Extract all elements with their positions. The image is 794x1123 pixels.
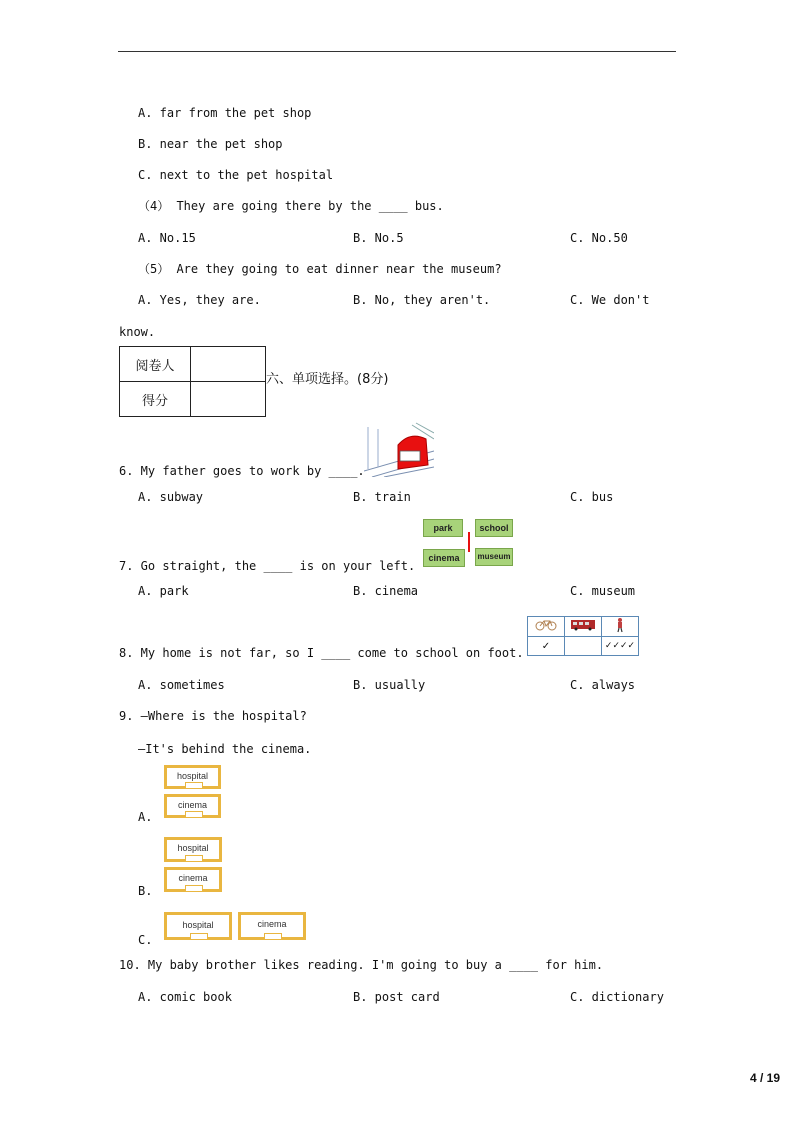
option-c-cinema-label: cinema — [238, 912, 306, 940]
q10-option-a: A. comic book — [138, 990, 232, 1004]
train-icon — [364, 421, 434, 477]
score-cell[interactable] — [191, 382, 266, 417]
walk-mark: ✓✓✓✓ — [602, 637, 639, 656]
q5-option-c: C. We don't — [570, 293, 650, 307]
q9-option-a: A. — [138, 810, 153, 824]
q7-stem: 7. Go straight, the ____ is on your left. — [119, 559, 416, 573]
q10-stem: 10. My baby brother likes reading. I'm going to buy a ____ for him. — [119, 958, 604, 972]
map-label-school: school — [475, 519, 513, 537]
bus-mark — [565, 637, 602, 656]
q4-option-c: C. No.50 — [570, 231, 628, 245]
q3-option-a: A. far from the pet shop — [138, 106, 312, 120]
bus-icon — [565, 617, 602, 637]
q6-option-a: A. subway — [138, 490, 204, 504]
walking-person-icon — [602, 617, 639, 637]
option-c-hospital-label: hospital — [164, 912, 232, 940]
map-road-line — [468, 532, 470, 552]
map-label-park: park — [423, 519, 463, 537]
q7-option-c: C. museum — [570, 584, 636, 598]
q8-option-c: C. always — [570, 678, 636, 692]
q9-option-c: C. — [138, 933, 153, 947]
q7-option-b: B. cinema — [353, 584, 419, 598]
q9-stem: 9. —Where is the hospital? — [119, 709, 307, 723]
option-a-cinema-label: cinema — [164, 794, 221, 818]
q8-option-b: B. usually — [353, 678, 426, 692]
q4-option-b: B. No.5 — [353, 231, 404, 245]
map-label-cinema: cinema — [423, 549, 465, 567]
q10-option-b: B. post card — [353, 990, 440, 1004]
q5-option-c-wrap: know. — [119, 325, 156, 339]
q5-stem: （5） Are they going to eat dinner near the museum? — [138, 262, 502, 276]
q5-option-b: B. No, they aren't. — [353, 293, 491, 307]
bicycle-mark: ✓ — [528, 637, 565, 656]
q8-stem: 8. My home is not far, so I ____ come to school on foot. — [119, 646, 524, 660]
q4-option-a: A. No.15 — [138, 231, 196, 245]
option-a-hospital-label: hospital — [164, 765, 221, 789]
q3-option-b: B. near the pet shop — [138, 137, 283, 151]
score-label: 得分 — [120, 382, 191, 417]
q9-answer: —It's behind the cinema. — [138, 742, 312, 756]
q6-option-b: B. train — [353, 490, 411, 504]
q5-option-a: A. Yes, they are. — [138, 293, 261, 307]
q7-option-a: A. park — [138, 584, 189, 598]
option-b-cinema-label: cinema — [164, 867, 222, 892]
header-rule — [118, 51, 676, 52]
q3-option-c: C. next to the pet hospital — [138, 168, 334, 182]
q10-option-c: C. dictionary — [570, 990, 664, 1004]
option-b-hospital-label: hospital — [164, 837, 222, 862]
q6-option-c: C. bus — [570, 490, 614, 504]
score-box — [119, 346, 266, 417]
transport-frequency-table — [527, 616, 639, 656]
map-label-museum: museum — [475, 548, 513, 566]
page-number: 4 / 19 — [749, 1071, 780, 1085]
reviewer-label: 阅卷人 — [120, 347, 191, 382]
q9-option-b: B. — [138, 884, 153, 898]
section-title: 六、单项选择。(8分) — [266, 372, 389, 387]
reviewer-cell[interactable] — [191, 347, 266, 382]
q4-stem: （4） They are going there by the ____ bus. — [138, 199, 444, 213]
q8-option-a: A. sometimes — [138, 678, 225, 692]
q6-stem: 6. My father goes to work by ____. — [119, 464, 365, 478]
bicycle-icon — [528, 617, 565, 637]
